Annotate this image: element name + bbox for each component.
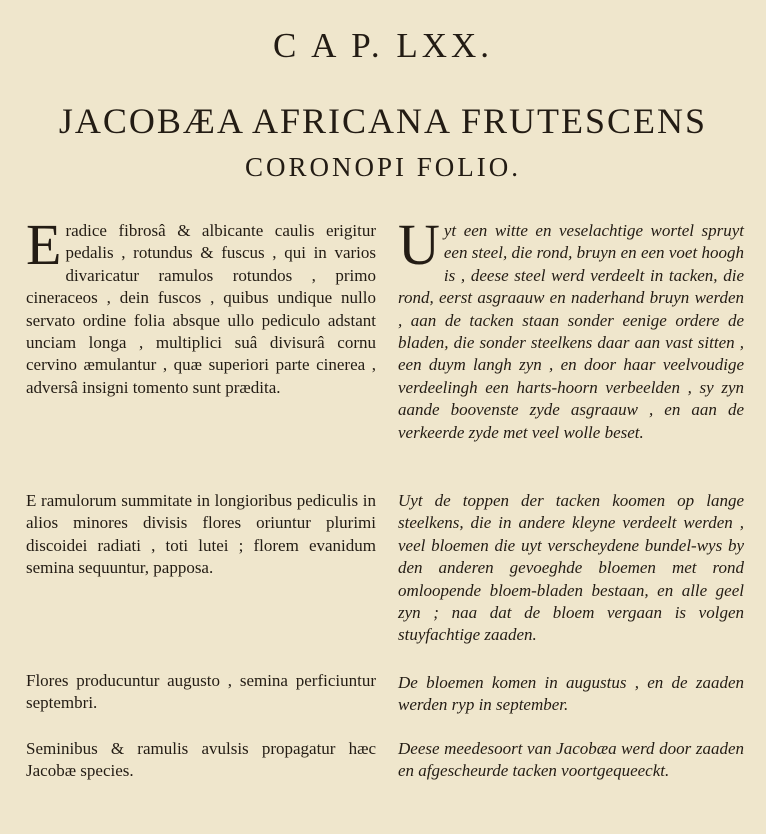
latin-paragraph-2: E ramulorum summitate in longioribus pediculis in alios minores divisis flores oriuntur plurimi discoidei radiati , toti lutei ; florem evanidum semina sequuntur, papposa. <box>26 491 376 578</box>
latin-paragraph-1 <box>26 212 376 399</box>
drop-cap-initial: U <box>398 212 440 277</box>
dutch-paragraph-2: Uyt de toppen der tacken koomen op lange steelkens, die in andere kleyne verdeelt werden , veel bloemen die uyt verscheydene bundel-wys by den anderen gevoeghde bloemen met rond omloopende bloem-bladen bestaan, en alle geel zyn ; naa dat de bloem vergaan is volgen stuyfachtige zaaden. <box>398 491 744 645</box>
dutch-paragraph-3: De bloemen komen in augustus , en de zaaden werden ryp in september. <box>398 673 744 715</box>
plant-name-heading: JACOBÆA AFRICANA FRUTESCENS <box>58 101 708 141</box>
plant-name-subheading: CORONOPI FOLIO. <box>244 152 522 182</box>
paragraph-text: yt een witte en veselachtige wortel spruyt een steel, die rond, bruyn en een voet hoogh is , deese steel werd verdeelt in tacken, die rond, eerst asgraauw en naderhand bruyn werden , aan de tacken staan sonder eenige ordere de bladen, die sonder steelkens daar aan vast sitten , een duym langh zyn , en door haar veelvoudige verdeelingh een harts-hoorn verbeelden , sy zyn aande boovenste zyde asgraauw , en aan de verkeerde zyde met veel wolle beset. <box>398 221 744 442</box>
chapter-title: C A P. LXX. <box>272 26 494 65</box>
dutch-paragraph-4: Deese meedesoort van Jacobæa werd door zaaden en afgescheurde tacken voortgequeeckt. <box>398 739 744 781</box>
latin-paragraph-4: Seminibus & ramulis avulsis propagatur hæc Jacobæ species. <box>26 739 376 781</box>
dutch-paragraph-1 <box>398 212 744 444</box>
drop-cap-initial: E <box>26 212 62 277</box>
paragraph-text: radice fibrosâ & albicante caulis erigitur pedalis , rotundus & fuscus , qui in varios divaricatur ramulos rotundos , primo cineraceos , dein fuscos , quibus undique nullo servato ordine folia absque ullo pediculo adstant unciam longa , multiplici suâ divisurâ cornu cervino æmulantur , quæ superiori parte cinerea , adversâ insigni tomento sunt prædita. <box>26 221 376 397</box>
latin-paragraph-3: Flores producuntur augusto , semina perficiuntur septembri. <box>26 671 376 713</box>
